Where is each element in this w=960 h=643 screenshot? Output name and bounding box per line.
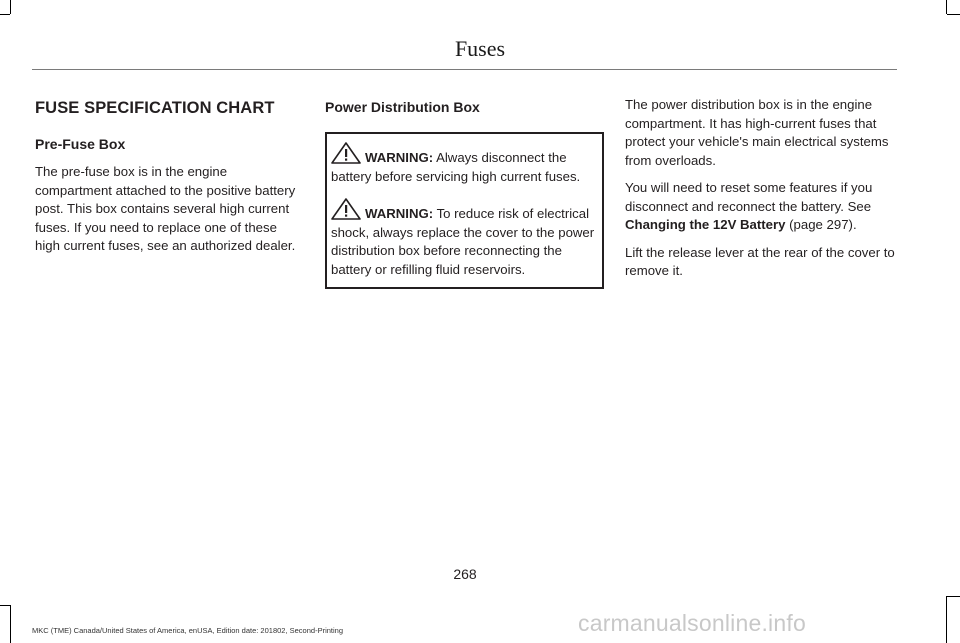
pdb-location-paragraph: The power distribution box is in the engine compartment. It has high-current fuses that protect your vehicle's main electrical systems from overloads. [625,97,889,168]
subheading-pre-fuse-box: Pre-Fuse Box [35,136,126,152]
crop-mark [946,0,947,14]
page-title: Fuses [454,36,506,61]
crop-mark [946,596,947,643]
pre-fuse-box-paragraph: The pre-fuse box is in the engine compartment attached to the positive battery post. This box contains several high current fuses. If you need to replace one of these high current fuses, see an authorized dealer. [35,164,296,253]
page-reference: (page 297). [789,217,857,232]
column-left [35,96,297,265]
warning-label: WARNING: [365,150,434,165]
reset-features-text: You will need to reset some features if you disconnect and reconnect the battery. See [625,180,873,214]
warning-label: WARNING: [365,206,434,221]
warning-triangle-icon [331,198,361,220]
changing-12v-battery-link[interactable]: Changing the 12V Battery [625,217,786,232]
crop-mark [10,605,11,643]
warning-text: To reduce risk of electrical shock, always replace the cover to the power distribution box before reconnecting the battery or refilling fluid reservoirs. [331,206,595,277]
warning-box [325,132,604,289]
crop-mark [0,605,10,606]
warning-item [331,198,597,279]
reset-features-paragraph [625,179,900,235]
header-rule [32,69,897,70]
column-right [625,96,900,290]
watermark: carmanualsonline.info [578,610,806,636]
page-number: 268 [453,566,477,582]
section-title: FUSE SPECIFICATION CHART [35,99,275,117]
release-lever-paragraph: Lift the release lever at the rear of the cover to remove it. [625,244,895,278]
crop-mark [947,14,960,15]
column-middle [325,96,605,289]
warning-triangle-icon [331,142,361,164]
subheading-power-distribution-box: Power Distribution Box [325,99,480,115]
edition-note: MKC (TME) Canada/United States of America, enUSA, Edition date: 201802, Second-Printing [32,626,343,635]
warning-item [331,142,597,186]
crop-mark [10,0,11,14]
warning-text: Always disconnect the battery before servicing high current fuses. [331,150,581,184]
crop-mark [947,596,960,597]
crop-mark [0,14,10,15]
